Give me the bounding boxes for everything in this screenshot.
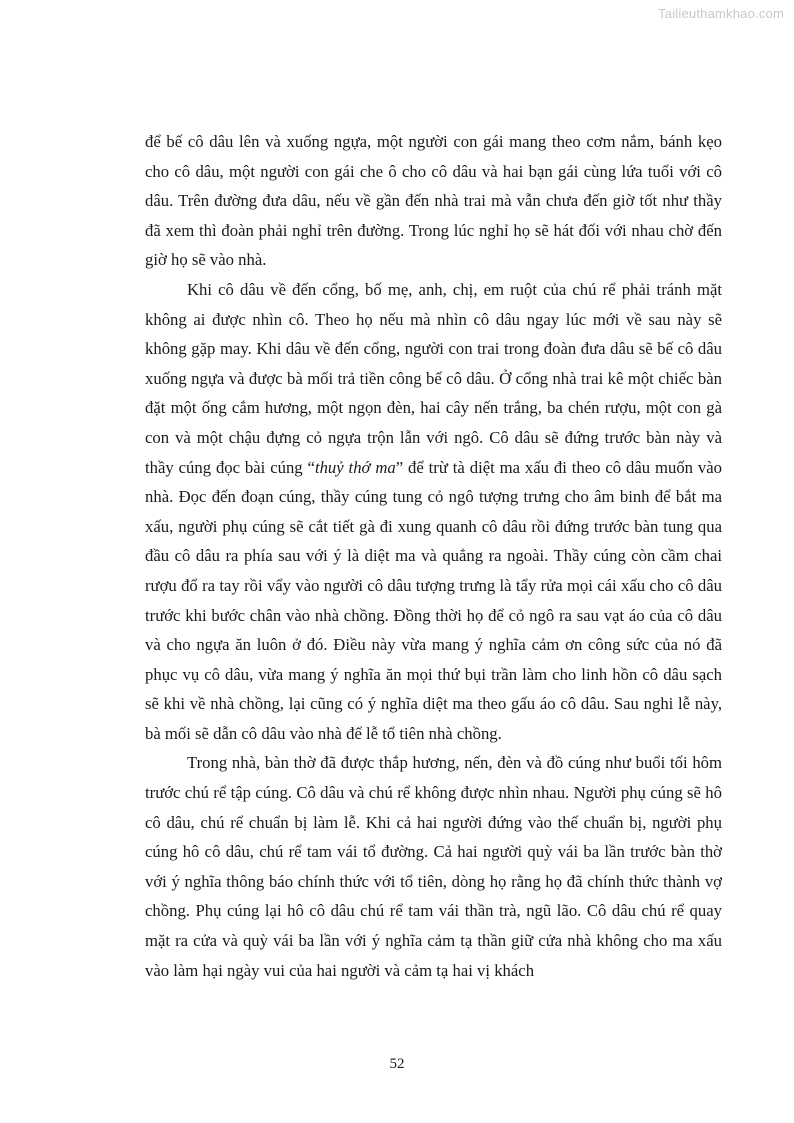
paragraph-2 [145, 275, 722, 749]
paragraph-1: để bế cô dâu lên và xuống ngựa, một người con gái mang theo cơm nắm, bánh kẹo cho cô dâu, một người con gái che ô cho cô dâu và hai bạn gái cùng lứa tuổi với cô dâu. Trên đường đưa dâu, nếu về gần đến nhà trai mà vẫn chưa đến giờ tốt như thầy đã xem thì đoàn phải nghỉ trên đường. Trong lúc nghỉ họ sẽ hát đối với nhau chờ đến giờ họ sẽ vào nhà. [145, 132, 722, 270]
watermark-text: Tailieuthamkhao.com [658, 6, 784, 21]
paragraph-2-text-start: Khi cô dâu về đến cổng, bố mẹ, anh, chị, em ruột của chú rể phải tránh mặt không ai được nhìn cô. Theo họ nếu mà nhìn cô dâu ngay lúc mới về sau này sẽ không gặp may. Khi dâu về đến cổng, người con trai trong đoàn đưa dâu sẽ bế cô dâu xuống ngựa và được bà mối trả tiền công bế cô dâu. Ở cổng nhà trai kê một chiếc bàn đặt một ống cắm hương, một ngọn đèn, hai cây nến trắng, ba chén rượu, một con gà con và một chậu đựng cỏ ngựa trộn lẫn với ngô. Cô dâu sẽ đứng trước bàn này và thầy cúng đọc bài cúng “ [145, 279, 722, 477]
page-number: 52 [389, 1056, 405, 1072]
paragraph-2-text-end: ” để trừ tà diệt ma xấu đi theo cô dâu muốn vào nhà. Đọc đến đoạn cúng, thầy cúng tung cỏ ngô tượng trưng cho âm binh để bắt ma xấu, người phụ cúng sẽ cắt tiết gà đi xung quanh cô dâu rồi đứng trước bàn tung qua đầu cô dâu ra phía sau với ý là diệt ma và quẳng ra ngoài. Thầy cúng còn cầm chai rượu đổ ra tay rồi vẩy vào người cô dâu tượng trưng là tẩy rửa mọi cái xấu cho cô dâu trước khi bước chân vào nhà chồng. Đồng thời họ để cỏ ngô ra sau vạt áo của cô dâu và cho ngựa ăn luôn ở đó. Điều này vừa mang ý nghĩa cảm ơn công sức của nó đã phục vụ cô dâu, vừa mang ý nghĩa ăn mọi thứ bụi trần làm cho linh hồn cô dâu sạch sẽ khi về nhà chồng, lại cũng có ý nghĩa diệt ma theo gấu áo cô dâu. Sau nghi lễ này, bà mối sẽ dẫn cô dâu vào nhà để lễ tổ tiên nhà chồng. [145, 457, 722, 743]
page-body [145, 127, 722, 985]
paragraph-3: Trong nhà, bàn thờ đã được thắp hương, nến, đèn và đồ cúng như buổi tối hôm trước chú rể tập cúng. Cô dâu và chú rể không được nhìn nhau. Người phụ cúng sẽ hô cô dâu, chú rể chuẩn bị làm lễ. Khi cả hai người đứng vào thế chuẩn bị, người phụ cúng hô cô dâu, chú rể tam vái tổ đường. Cả hai người quỳ vái ba lần trước bàn thờ với ý nghĩa thông báo chính thức với tổ tiên, dòng họ rằng họ đã chính thức thành vợ chồng. Phụ cúng lại hô cô dâu chú rể tam vái thần trà, ngũ lão. Cô dâu chú rể quay mặt ra cửa và quỳ vái ba lần với ý nghĩa cảm tạ thần giữ cửa nhà không cho ma xấu vào làm hại ngày vui của hai người và cảm tạ hai vị khách [145, 753, 722, 980]
ritual-name-italic: thuỷ thớ ma [314, 457, 396, 477]
